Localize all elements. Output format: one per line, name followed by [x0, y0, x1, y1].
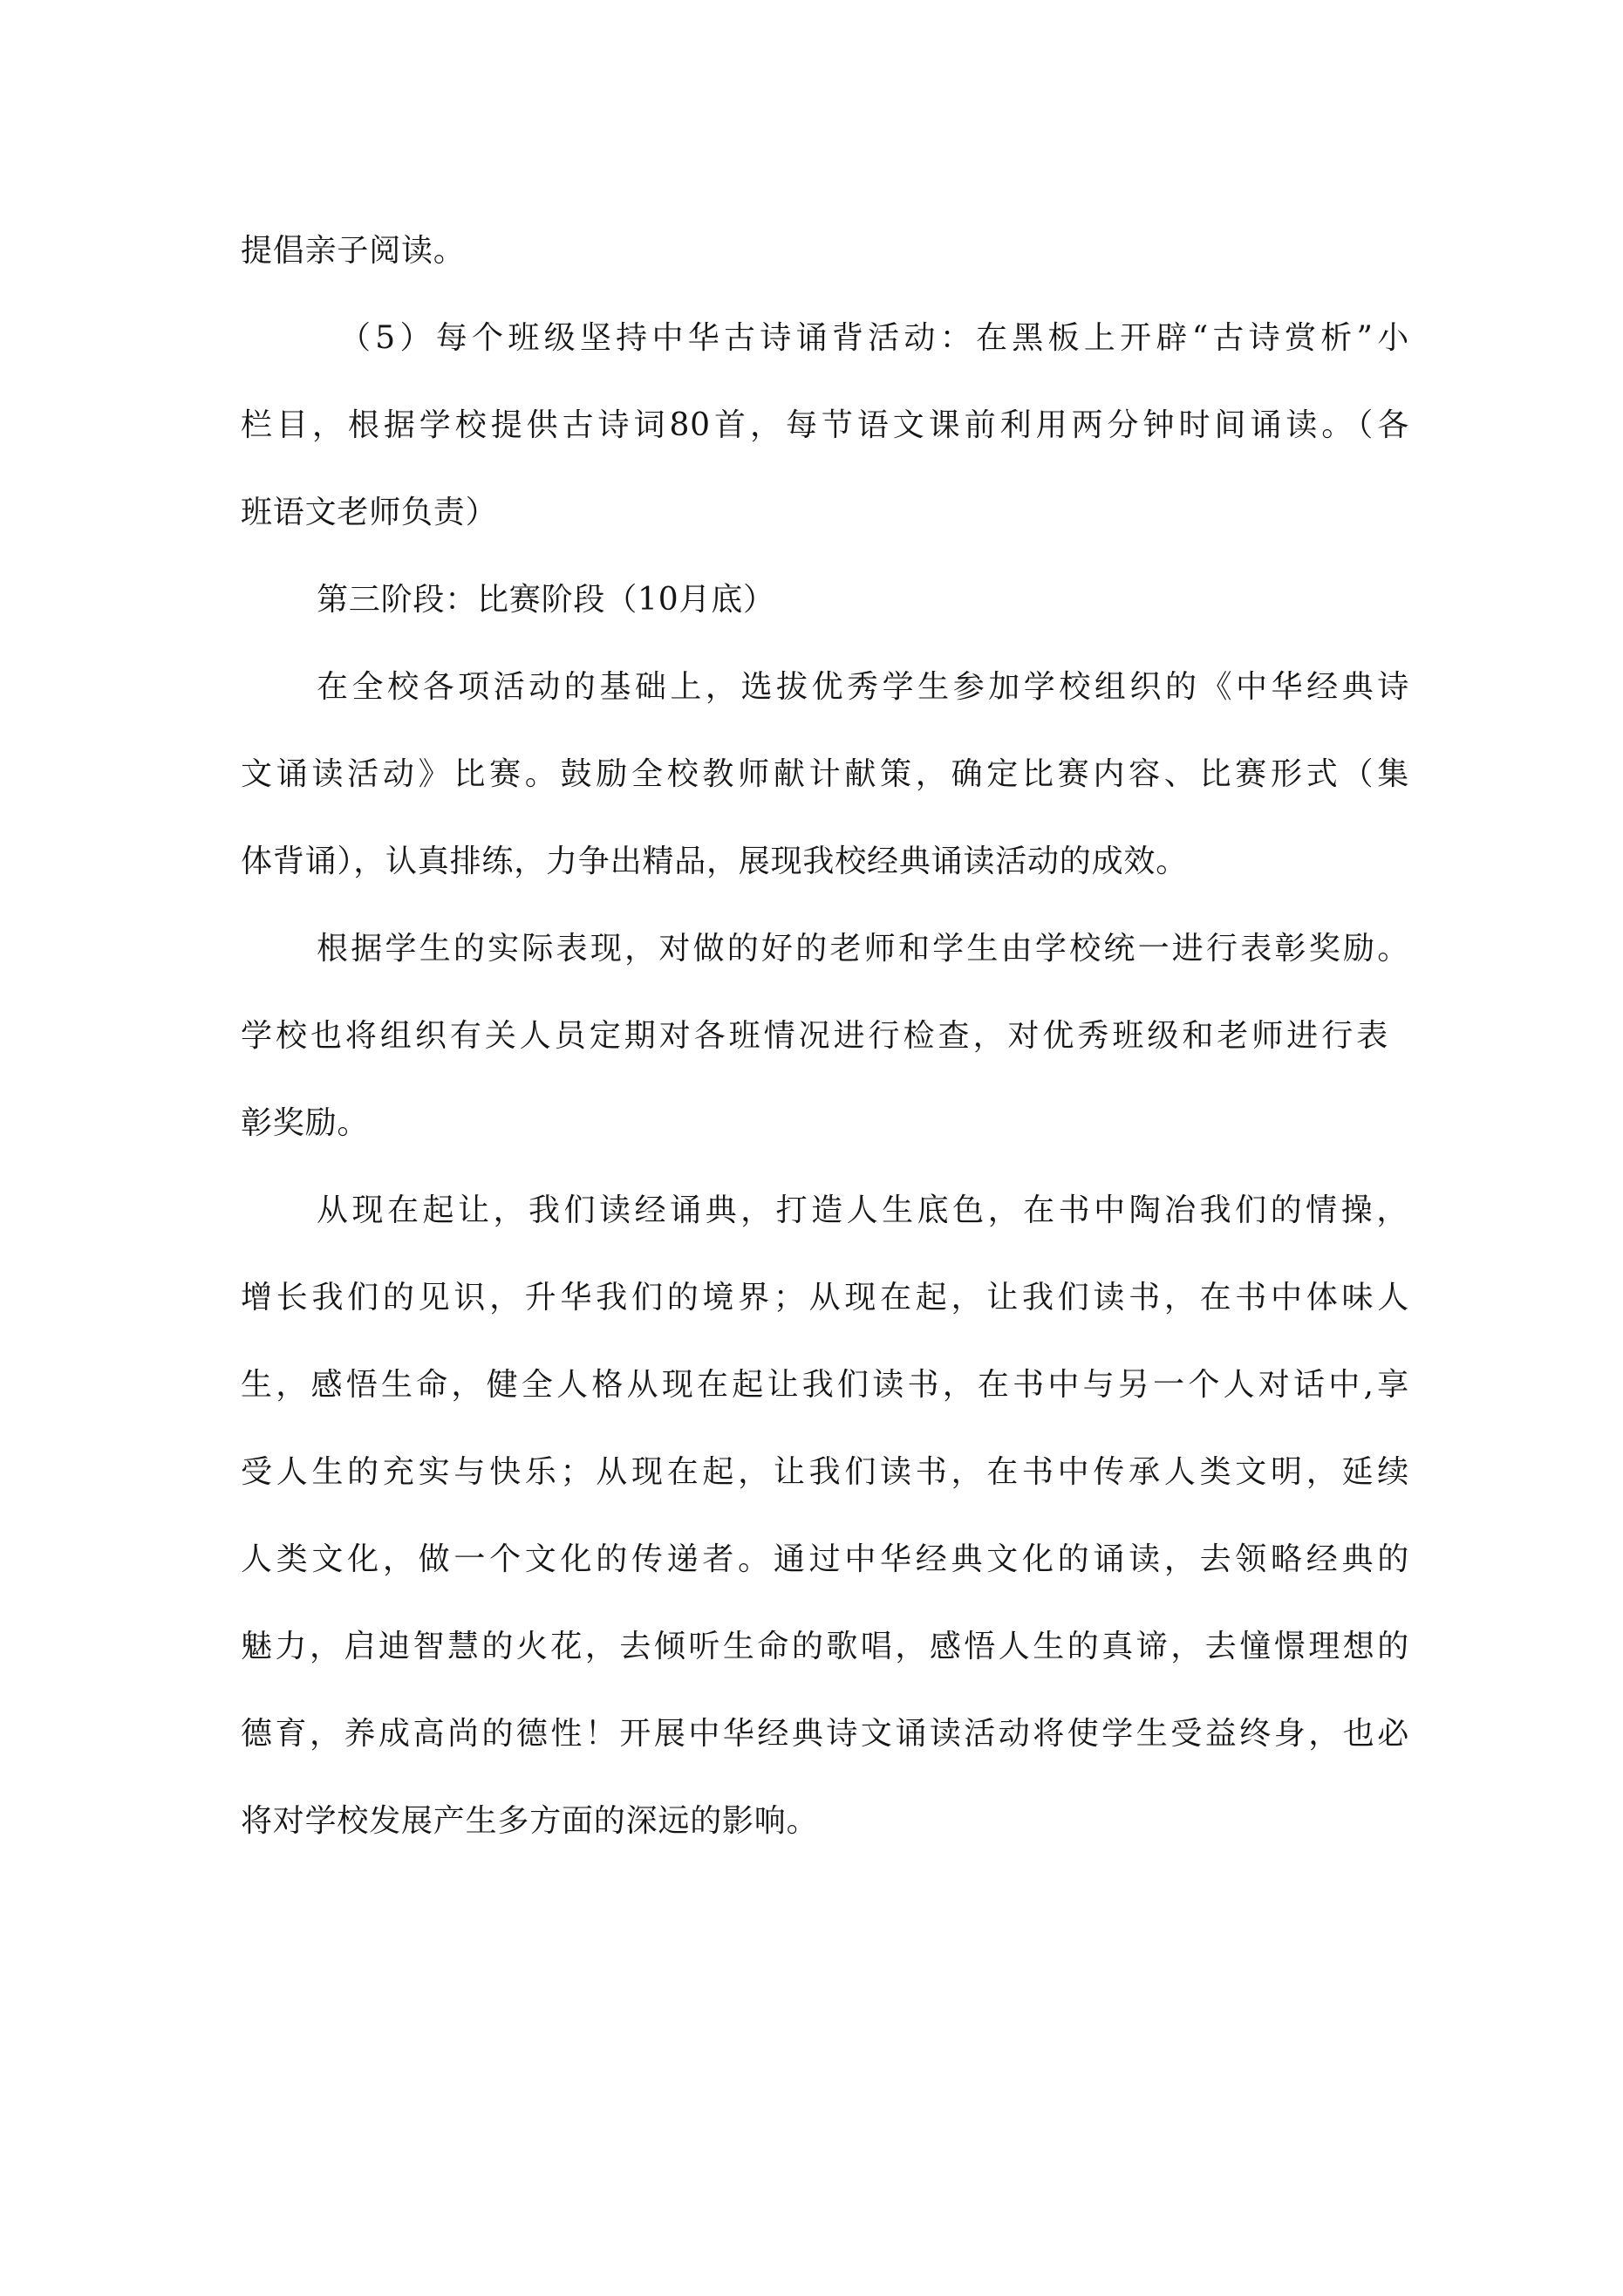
text-line-6: 在全校各项活动的基础上，选拔优秀学生参加学校组织的《中华经典诗 — [317, 669, 1409, 705]
text-line-11: 彰奖励。 — [241, 1105, 370, 1141]
text-line-1: 提倡亲子阅读。 — [241, 233, 466, 269]
text-line-2: （5）每个班级坚持中华古诗诵背活动：在黑板上开辟“古诗赏析”小 — [339, 320, 1409, 356]
text-line-14: 生，感悟生命，健全人格从现在起让我们读书，在书中与另一个人对话中,享 — [241, 1367, 1409, 1403]
text-line-8: 体背诵），认真排练，力争出精品，展现我校经典诵读活动的成效。 — [241, 844, 1189, 879]
text-line-19: 将对学校发展产生多方面的深远的影响。 — [241, 1803, 819, 1839]
text-line-15: 受人生的充实与快乐；从现在起，让我们读书，在书中传承人类文明，延续 — [241, 1454, 1409, 1490]
section-heading: 第三阶段：比赛阶段（10月底） — [317, 582, 775, 618]
text-line-4: 班语文老师负责） — [241, 495, 498, 530]
text-line-13: 增长我们的见识，升华我们的境界；从现在起，让我们读书，在书中体味人 — [241, 1280, 1409, 1315]
text-line-16: 人类文化，做一个文化的传递者。通过中华经典文化的诵读，去领略经典的 — [241, 1541, 1409, 1577]
text-line-7: 文诵读活动》比赛。鼓励全校教师献计献策，确定比赛内容、比赛形式（集 — [241, 756, 1409, 792]
text-line-12: 从现在起让，我们读经诵典，打造人生底色，在书中陶冶我们的情操， — [317, 1192, 1408, 1228]
text-line-17: 魅力，启迪智慧的火花，去倾听生命的歌唱，感悟人生的真谛，去憧憬理想的 — [241, 1629, 1409, 1664]
text-line-18: 德育，养成高尚的德性！开展中华经典诗文诵读活动将使学生受益终身，也必 — [241, 1716, 1409, 1752]
text-line-3: 栏目，根据学校提供古诗词80首，每节语文课前利用两分钟时间诵读。（各 — [241, 407, 1409, 443]
text-line-10: 学校也将组织有关人员定期对各班情况进行检查，对优秀班级和老师进行表 — [241, 1018, 1388, 1054]
text-line-9: 根据学生的实际表现，对做的好的老师和学生由学校统一进行表彰奖励。 — [317, 931, 1409, 967]
